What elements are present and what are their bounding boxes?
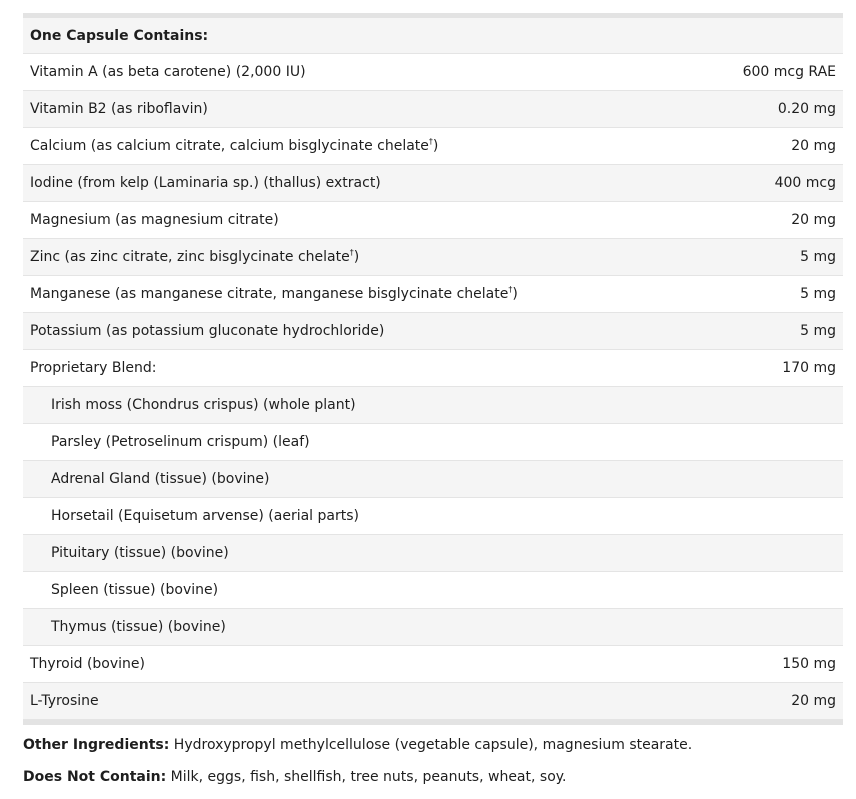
- ingredient-name: [23, 461, 433, 498]
- other-ingredients: [23, 735, 843, 767]
- ingredient-amount: [433, 609, 843, 646]
- table-row: [23, 313, 843, 350]
- table-row: [23, 572, 843, 609]
- table-row: [23, 609, 843, 646]
- table-row: [23, 350, 843, 387]
- ingredient-name-text: Iodine (from kelp (Laminaria sp.) (thallus) extract): [30, 175, 381, 191]
- ingredient-name-tail: ): [353, 249, 360, 265]
- table-row: [23, 54, 843, 91]
- ingredient-name: [23, 165, 433, 202]
- ingredient-name: [23, 387, 433, 424]
- ingredient-name-tail: ): [512, 286, 518, 302]
- table-row: [23, 128, 843, 165]
- ingredient-notes: [23, 735, 843, 799]
- other-ingredients-text: Hydroxypropyl methylcellulose (vegetable capsule), magnesium stearate.: [169, 737, 693, 753]
- other-ingredients-label: Other Ingredients:: [23, 737, 170, 753]
- ingredient-amount: 20 mg: [433, 683, 843, 720]
- ingredient-amount: 0.20 mg: [433, 91, 843, 128]
- dagger-footnote-mark: †: [508, 285, 513, 294]
- table-header: One Capsule Contains:: [23, 18, 843, 54]
- does-not-contain: [23, 767, 843, 799]
- dagger-footnote-mark: †: [428, 137, 433, 146]
- ingredient-name-text: Proprietary Blend:: [30, 360, 157, 376]
- does-not-contain-label: Does Not Contain:: [23, 769, 167, 785]
- table-row: [23, 646, 843, 683]
- ingredient-name-text: Manganese (as manganese citrate, manganese bisglycinate chelate: [30, 286, 509, 302]
- ingredient-amount: [433, 424, 843, 461]
- table-header-row: [23, 18, 843, 54]
- ingredient-name: [23, 54, 433, 91]
- ingredient-amount: [433, 535, 843, 572]
- ingredient-name: [23, 313, 433, 350]
- ingredient-name: [23, 276, 518, 313]
- ingredient-amount: 5 mg: [433, 276, 843, 313]
- ingredient-name-text: Calcium (as calcium citrate, calcium bisglycinate chelate: [30, 138, 429, 154]
- ingredient-amount: 5 mg: [433, 239, 843, 276]
- ingredient-amount: 5 mg: [433, 313, 843, 350]
- ingredient-name-text: Pituitary (tissue) (bovine): [51, 545, 229, 561]
- ingredient-amount: 400 mcg: [433, 165, 843, 202]
- ingredient-name-text: Thyroid (bovine): [30, 656, 145, 672]
- table-row: [23, 202, 843, 239]
- ingredient-name-text: Vitamin B2 (as riboflavin): [30, 101, 208, 117]
- ingredient-amount: [433, 461, 843, 498]
- ingredient-name-text: Potassium (as potassium gluconate hydrochloride): [30, 323, 385, 339]
- table-row: [23, 239, 843, 276]
- table-row: [23, 424, 843, 461]
- ingredient-amount: [433, 498, 843, 535]
- dagger-footnote-mark: †: [349, 248, 354, 257]
- table-row: [23, 498, 843, 535]
- ingredient-amount: 600 mcg RAE: [433, 54, 843, 91]
- ingredient-name-text: Zinc (as zinc citrate, zinc bisglycinate chelate: [30, 249, 350, 265]
- table-row: [23, 683, 843, 720]
- ingredient-name: [23, 535, 433, 572]
- ingredient-amount: 170 mg: [433, 350, 843, 387]
- ingredient-amount: [433, 572, 843, 609]
- ingredient-amount: 20 mg: [433, 128, 843, 165]
- ingredient-name-text: Adrenal Gland (tissue) (bovine): [51, 471, 270, 487]
- supplement-facts-panel: [23, 0, 843, 799]
- ingredient-name: [23, 350, 433, 387]
- ingredient-amount: 150 mg: [433, 646, 843, 683]
- ingredient-name: [23, 202, 433, 239]
- ingredient-name-text: Irish moss (Chondrus crispus) (whole plant): [51, 397, 356, 413]
- ingredient-name-text: L-Tyrosine: [30, 693, 99, 709]
- bottom-divider: [23, 720, 843, 725]
- ingredient-name-text: Magnesium (as magnesium citrate): [30, 212, 279, 228]
- ingredient-name: [23, 239, 433, 276]
- ingredients-table: [23, 18, 843, 720]
- table-row: [23, 165, 843, 202]
- table-row: [23, 461, 843, 498]
- ingredient-name: [23, 91, 433, 128]
- table-row: [23, 535, 843, 572]
- ingredient-name: [23, 424, 433, 461]
- table-row: [23, 387, 843, 424]
- does-not-contain-text: Milk, eggs, fish, shellfish, tree nuts, peanuts, wheat, soy.: [166, 769, 567, 785]
- ingredient-name: [23, 646, 433, 683]
- ingredient-name-text: Spleen (tissue) (bovine): [51, 582, 219, 598]
- ingredient-name-text: Vitamin A (as beta carotene) (2,000 IU): [30, 64, 306, 80]
- ingredient-name-tail: ): [432, 138, 439, 154]
- ingredient-amount: [433, 387, 843, 424]
- ingredient-name-text: Thymus (tissue) (bovine): [51, 619, 226, 635]
- ingredient-name-text: Parsley (Petroselinum crispum) (leaf): [51, 434, 310, 450]
- ingredient-amount: 20 mg: [433, 202, 843, 239]
- ingredient-name: [23, 572, 433, 609]
- ingredient-name-text: Horsetail (Equisetum arvense) (aerial parts): [51, 508, 359, 524]
- table-row: [23, 276, 843, 313]
- ingredient-name: [23, 498, 433, 535]
- table-row: [23, 91, 843, 128]
- ingredient-name: [23, 683, 433, 720]
- ingredient-name: [23, 609, 433, 646]
- ingredient-name: [23, 128, 439, 165]
